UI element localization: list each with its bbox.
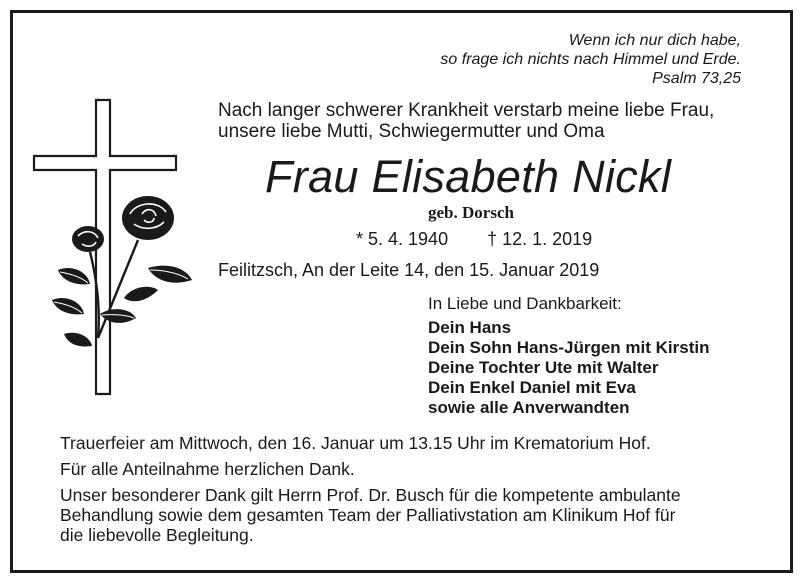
mourners-block (428, 293, 709, 418)
special-thanks (60, 485, 681, 545)
funeral-info: Trauerfeier am Mittwoch, den 16. Januar um 13.15 Uhr im Krematorium Hof. (60, 433, 651, 453)
intro-text (218, 100, 714, 142)
special-thanks-line: die liebevolle Begleitung. (60, 525, 254, 545)
intro-line: unsere liebe Mutti, Schwiegermutter und Oma (218, 121, 605, 142)
birth-date: * 5. 4. 1940 (356, 229, 449, 249)
intro-line: Nach langer schwerer Krankheit verstarb meine liebe Frau, (218, 100, 715, 121)
psalm-reference: Psalm 73,25 (652, 70, 741, 87)
notes-block (60, 433, 681, 545)
maiden-name: geb. Dorsch (428, 203, 514, 222)
special-thanks-line: Behandlung sowie dem gesamten Team der Palliativstation am Klinikum Hof für (60, 505, 676, 525)
mourner-name: Dein Enkel Daniel mit Eva (428, 378, 636, 397)
mourner-name: Dein Sohn Hans-Jürgen mit Kirstin (428, 338, 710, 357)
psalm-line: Wenn ich nur dich habe, (568, 32, 741, 49)
cross-with-rose-icon (28, 94, 198, 404)
death-date: † 12. 1. 2019 (487, 229, 593, 249)
life-dates (356, 229, 592, 250)
deceased-name: Frau Elisabeth Nickl (265, 151, 672, 202)
mourners-heading: In Liebe und Dankbarkeit: (428, 294, 622, 313)
thanks-line: Für alle Anteilnahme herzlichen Dank. (60, 459, 355, 479)
place-and-date: Feilitzsch, An der Leite 14, den 15. Januar 2019 (218, 260, 600, 280)
special-thanks-line: Unser besonderer Dank gilt Herrn Prof. Dr. Busch für die kompetente ambulante (60, 485, 681, 505)
mourner-name: sowie alle Anverwandten (428, 398, 630, 417)
psalm-quote (440, 31, 741, 88)
mourner-name: Deine Tochter Ute mit Walter (428, 358, 659, 377)
psalm-line: so frage ich nichts nach Himmel und Erde. (440, 51, 741, 68)
mourner-name: Dein Hans (428, 318, 512, 337)
